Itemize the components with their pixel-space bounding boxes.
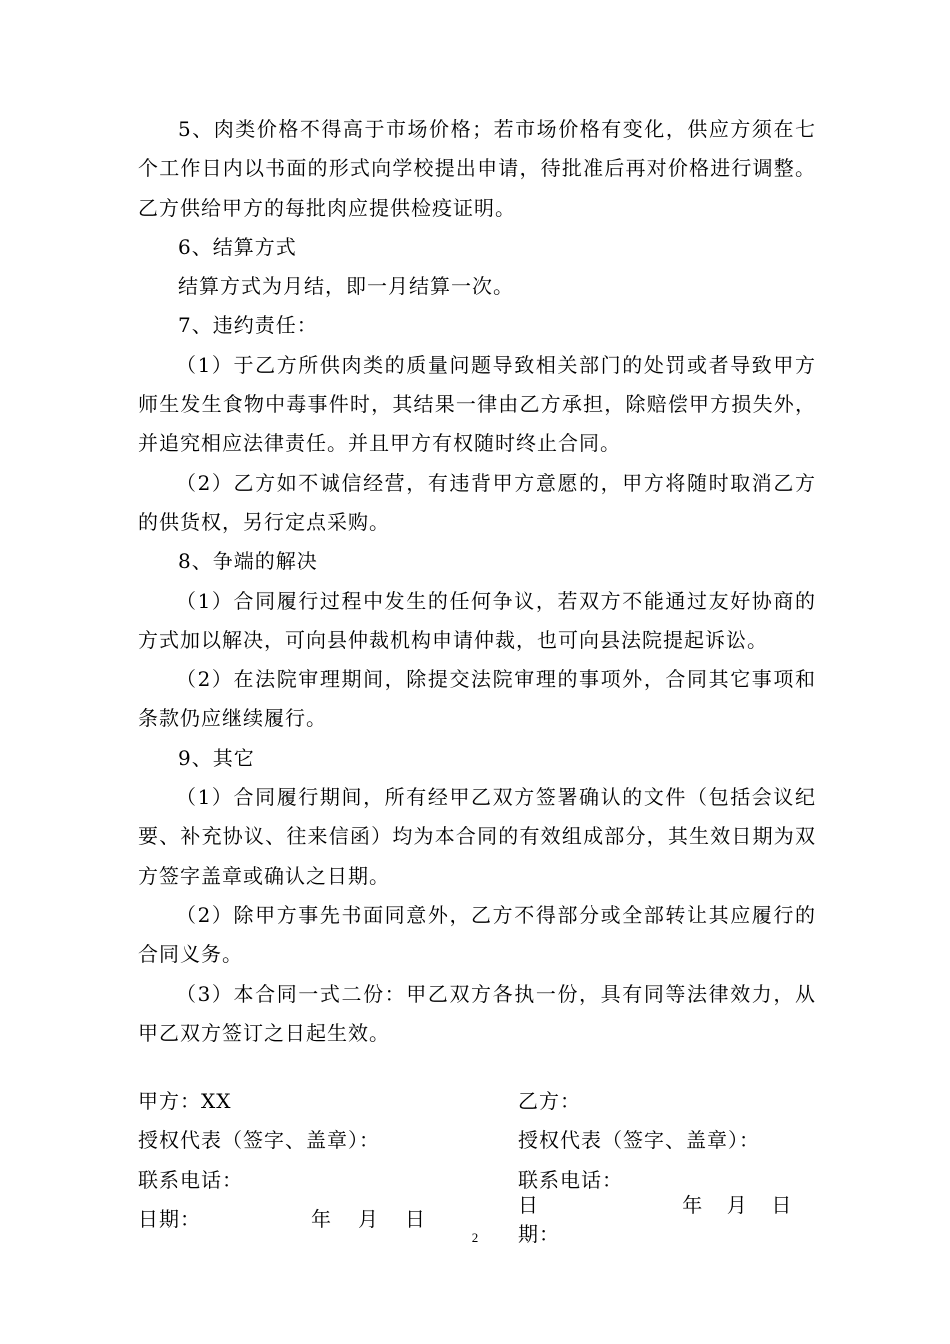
party-a-date-label: 日期：	[138, 1207, 201, 1232]
clause-9-item-2: （2）除甲方事先书面同意外，乙方不得部分或全部转让其应履行的合同义务。	[138, 902, 816, 967]
signature-rep-row	[138, 1119, 816, 1158]
party-a-rep-label: 授权代表（签字、盖章）：	[138, 1128, 380, 1153]
party-b-day: 日	[771, 1192, 793, 1217]
party-a-label: 甲方：XX	[138, 1089, 232, 1114]
party-a-month: 月	[358, 1207, 379, 1232]
clause-7-item-2: （2）乙方如不诚信经营，有违背甲方意愿的，甲方将随时取消乙方的供货权，另行定点采购。	[138, 470, 816, 534]
party-b-rep-label: 授权代表（签字、盖章）：	[518, 1128, 760, 1153]
clause-7-item-1: （1）于乙方所供肉类的质量问题导致相关部门的处罚或者导致甲方师生发生食物中毒事件时，其结果一律由乙方承担，除赔偿甲方损失外，并追究相应法律责任。并且甲方有权随时终止合同。	[138, 352, 816, 456]
clause-6-body: 结算方式为月结，即一月结算一次。	[178, 274, 514, 299]
page-number: 2	[471, 1230, 479, 1245]
party-b-date-label: 日期：	[518, 1192, 560, 1246]
party-a-phone-label: 联系电话：	[138, 1167, 243, 1192]
clause-8-heading: 8、争端的解决	[178, 549, 318, 574]
clause-7-heading: 7、违约责任：	[178, 313, 318, 338]
clause-9-heading: 9、其它	[178, 745, 255, 770]
clause-8-item-2: （2）在法院审理期间，除提交法院审理的事项外，合同其它事项和条款仍应继续履行。	[138, 667, 816, 731]
signature-block	[138, 1080, 816, 1246]
party-b-month: 月	[726, 1192, 748, 1217]
clause-9-item-1: （1）合同履行期间，所有经甲乙双方签署确认的文件（包括会议纪要、补充协议、往来信函）均为本合同的有效组成部分，其生效日期为双方签字盖章或确认之日期。	[138, 785, 816, 888]
contract-body	[138, 110, 816, 1053]
party-a-year: 年	[311, 1207, 332, 1232]
signature-party-row	[138, 1080, 816, 1119]
party-a-day: 日	[405, 1207, 426, 1232]
clause-6-heading: 6、结算方式	[178, 234, 297, 259]
clause-5-price: 5、肉类价格不得高于市场价格；若市场价格有变化，供应方须在七个工作日内以书面的形式向学校提出申请，待批准后再对价格进行调整。乙方供给甲方的每批肉应提供检疫证明。	[138, 117, 816, 220]
party-b-phone-label: 联系电话：	[518, 1167, 623, 1192]
clause-8-item-1: （1）合同履行过程中发生的任何争议，若双方不能通过友好协商的方式加以解决，可向县仲裁机构申请仲裁，也可向县法院提起诉讼。	[138, 588, 816, 652]
party-b-label: 乙方：	[518, 1089, 581, 1114]
party-b-year: 年	[682, 1192, 704, 1217]
clause-9-item-3: （3）本合同一式二份：甲乙双方各执一份，具有同等法律效力，从甲乙双方签订之日起生效。	[138, 981, 816, 1045]
